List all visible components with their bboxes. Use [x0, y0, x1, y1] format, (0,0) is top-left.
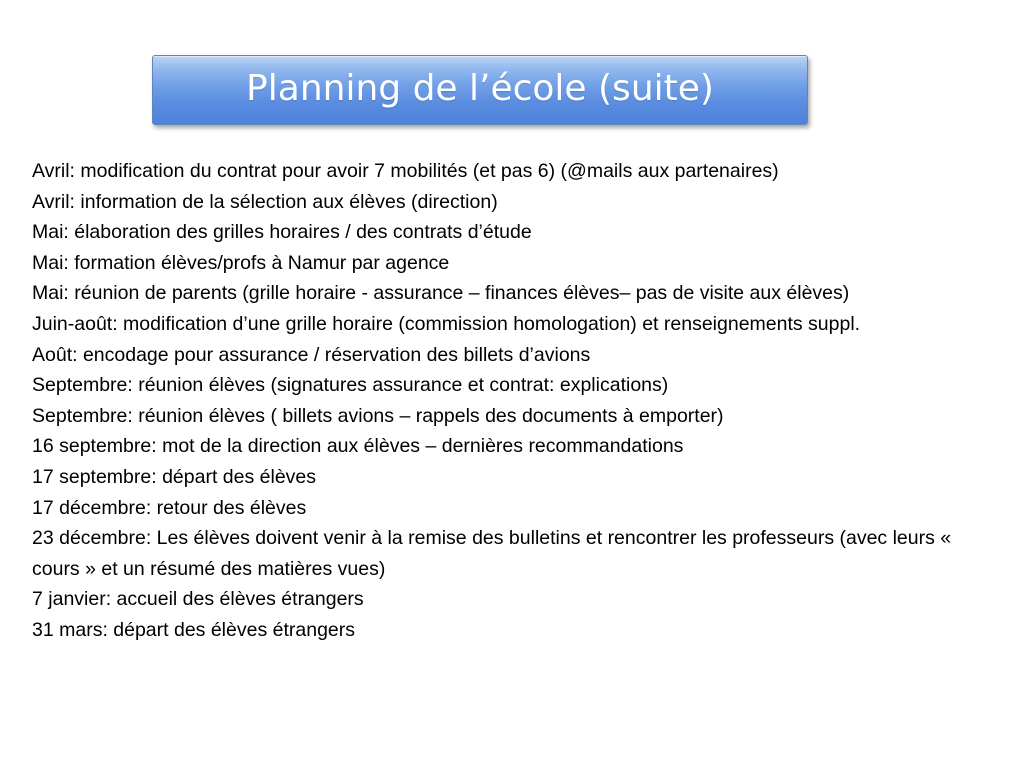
schedule-item: Mai: réunion de parents (grille horaire - assurance – finances élèves– pas de visite aux élèves)	[32, 282, 850, 305]
schedule-item: 7 janvier: accueil des élèves étrangers	[32, 588, 364, 611]
schedule-item: Septembre: réunion élèves (signatures assurance et contrat: explications)	[32, 374, 669, 397]
schedule-item: 16 septembre: mot de la direction aux élèves – dernières recommandations	[32, 435, 684, 458]
schedule-item: Septembre: réunion élèves ( billets avions – rappels des documents à emporter)	[32, 404, 724, 427]
slide-title: Planning de l’école (suite)	[246, 67, 714, 109]
schedule-item: Août: encodage pour assurance / réservation des billets d’avions	[32, 343, 591, 366]
title-banner	[152, 55, 808, 125]
schedule-item: 17 décembre: retour des élèves	[32, 496, 307, 519]
schedule-item: 31 mars: départ des élèves étrangers	[32, 618, 356, 641]
schedule-item: Avril: modification du contrat pour avoir 7 mobilités (et pas 6) (@mails aux partenaires)	[32, 160, 779, 182]
schedule-item: Mai: élaboration des grilles horaires / des contrats d’étude	[32, 221, 532, 244]
schedule-item: Mai: formation élèves/profs à Namur par agence	[32, 251, 450, 274]
schedule-item: Juin-août: modification d’une grille horaire (commission homologation) et renseignements suppl.	[32, 312, 861, 335]
schedule-list	[32, 156, 992, 646]
schedule-item: 23 décembre: Les élèves doivent venir à la remise des bulletins et rencontrer les professeurs (avec leurs « cours » et un résumé des matières vues)	[32, 527, 952, 580]
schedule-item: 17 septembre: départ des élèves	[32, 465, 317, 488]
schedule-item: Avril: information de la sélection aux élèves (direction)	[32, 190, 498, 213]
